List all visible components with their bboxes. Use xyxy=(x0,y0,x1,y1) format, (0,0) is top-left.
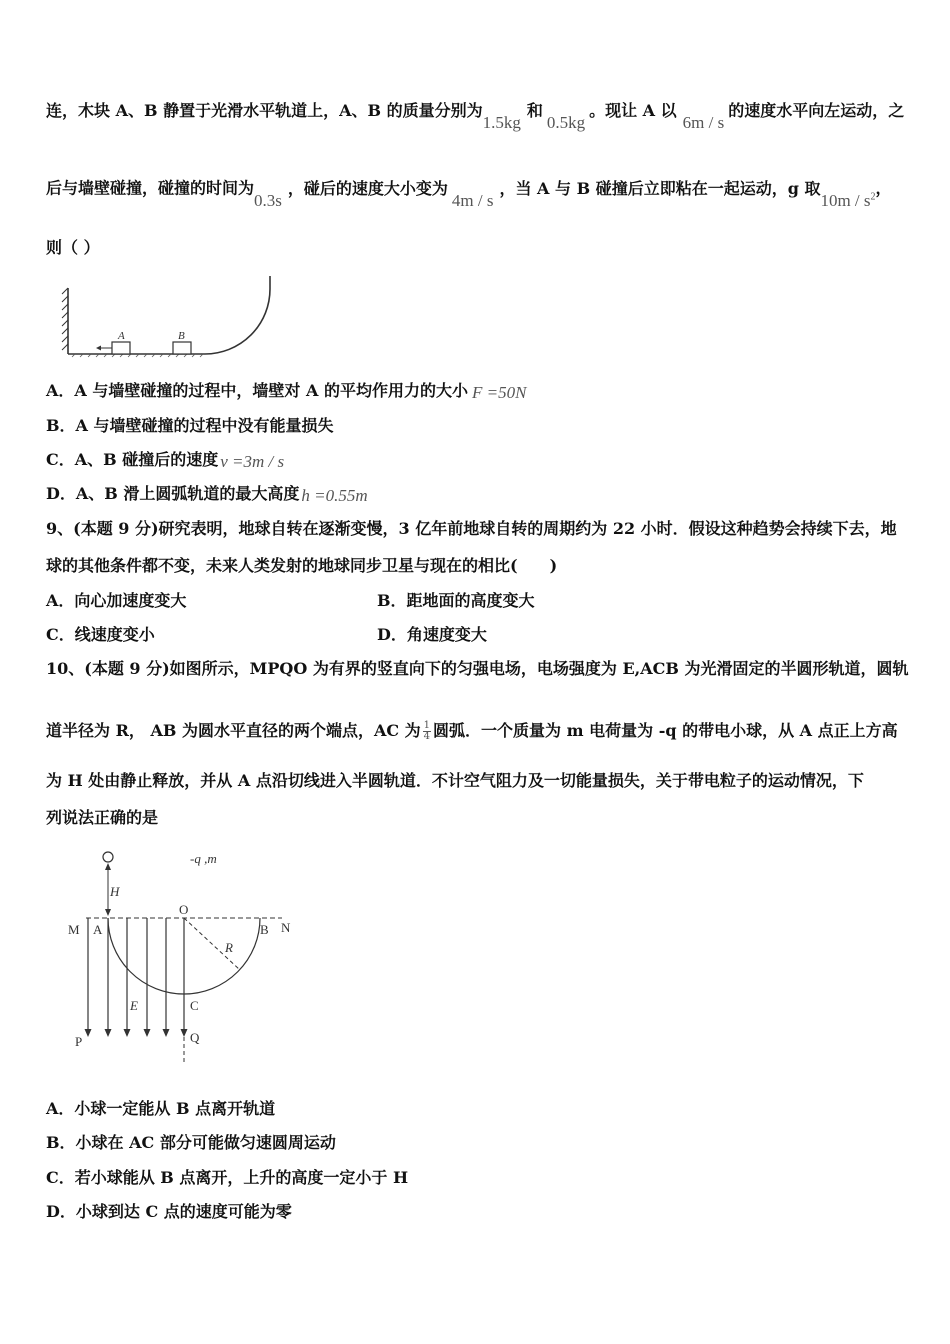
q8-option-b[interactable] xyxy=(46,416,334,436)
charged-ball xyxy=(103,852,113,862)
label-r: R xyxy=(225,940,233,955)
label-q: Q xyxy=(190,1030,200,1045)
q8-text: ，碰后的速度大小变为 xyxy=(287,178,448,198)
q10-option-d[interactable] xyxy=(46,1202,292,1222)
block-a xyxy=(112,342,130,354)
math-gravity xyxy=(820,191,875,210)
math-average-force: F =50N xyxy=(471,383,527,402)
q9-option-a[interactable] xyxy=(46,591,186,611)
label-e: E xyxy=(130,998,138,1013)
option-text: A．向心加速度变大 xyxy=(46,591,187,610)
q9-line-2 xyxy=(46,556,557,576)
option-text: B．距地面的高度变大 xyxy=(377,591,535,610)
q8-line-3 xyxy=(46,238,100,258)
arrow-head-icon xyxy=(96,346,101,351)
q10-line-4 xyxy=(46,808,158,828)
q9-option-c[interactable] xyxy=(46,625,155,645)
label-b: B xyxy=(260,922,269,937)
q10-line-2 xyxy=(46,721,898,742)
q8-option-d[interactable] xyxy=(46,484,368,504)
q8-text: 。现让 A 以 xyxy=(589,101,677,120)
q8-line-1 xyxy=(46,101,905,132)
option-text: C．A、B 碰撞后的速度 xyxy=(46,450,219,469)
q10-text: 圆弧．一个质量为 m 电荷量为 -q 的带电小球，从 A 点正上方高 xyxy=(433,721,898,740)
label-o: O xyxy=(179,902,189,917)
math-collision-time: 0.3s xyxy=(254,190,282,210)
q8-option-a[interactable] xyxy=(46,381,526,401)
q8-text: 的速度水平向左运动，之 xyxy=(728,101,905,120)
label-p: P xyxy=(75,1034,83,1049)
option-text: D．A、B 滑上圆弧轨道的最大高度 xyxy=(46,484,300,503)
option-text: C．若小球能从 B 点离开，上升的高度一定小于 H xyxy=(46,1168,409,1187)
math-rebound-velocity: 4m / s xyxy=(451,190,494,210)
math-mass-b: 0.5kg xyxy=(546,113,586,132)
figure-field-diagram xyxy=(60,845,310,1075)
q8-line-2 xyxy=(46,175,892,210)
block-b xyxy=(173,342,191,354)
q8-text: ， xyxy=(875,178,892,198)
fraction-numerator: 1 xyxy=(423,720,431,731)
height-arrow-up-icon xyxy=(105,863,111,870)
q8-text: 和 xyxy=(526,101,543,120)
math-max-height: h =0.55m xyxy=(301,486,368,505)
field-lines xyxy=(88,918,184,1031)
option-text: D．小球到达 C 点的速度可能为零 xyxy=(46,1202,292,1221)
option-text: D．角速度变大 xyxy=(377,625,487,644)
q8-option-c[interactable] xyxy=(46,450,284,470)
q8-text: 后与墙壁碰撞，碰撞的时间为 xyxy=(46,178,255,198)
q8-text: 则（ ） xyxy=(46,238,100,257)
field-arrow-heads-icon xyxy=(85,1029,188,1037)
q10-option-c[interactable] xyxy=(46,1168,408,1188)
math-initial-velocity: 6m / s xyxy=(682,113,725,132)
q9-option-d[interactable] xyxy=(377,625,487,645)
q10-text: 10、(本题 9 分)如图所示，MPQO 为有界的竖直向下的匀强电场，电场强度为 E,ACB 为光滑固定的半圆形轨道，圆轨 xyxy=(46,659,909,678)
option-text: C．线速度变小 xyxy=(46,625,155,644)
height-arrow-down-icon xyxy=(105,909,111,916)
label-h: H xyxy=(110,884,120,899)
q10-text: 列说法正确的是 xyxy=(46,808,159,827)
option-text: A．小球一定能从 B 点离开轨道 xyxy=(46,1099,276,1118)
label-a: A xyxy=(118,330,125,342)
fraction-quarter xyxy=(423,721,431,742)
math-common-velocity: v =3m / s xyxy=(220,452,285,471)
q10-option-a[interactable] xyxy=(46,1099,275,1119)
label-n: N xyxy=(281,920,291,935)
q9-line-1 xyxy=(46,519,897,539)
q10-line-3 xyxy=(46,771,864,791)
option-text: B．小球在 AC 部分可能做匀速圆周运动 xyxy=(46,1133,336,1152)
label-a: A xyxy=(93,922,103,937)
circular-arc-track xyxy=(205,276,270,354)
q10-text: 为 H 处由静止释放，并从 A 点沿切线进入半圆轨道．不计空气阻力及一切能量损失，关于带电粒子的运动情况，下 xyxy=(46,771,864,790)
label-m: M xyxy=(68,922,80,937)
option-text: A．A 与墙壁碰撞的过程中，墙壁对 A 的平均作用力的大小 xyxy=(46,381,468,400)
q8-text: 连，木块 A、B 静置于光滑水平轨道上，A、B 的质量分别为 xyxy=(46,101,483,120)
figure-track-diagram xyxy=(60,272,280,362)
q9-text: 球的其他条件都不变，未来人类发射的地球同步卫星与现在的相比( ) xyxy=(46,556,558,575)
option-text: B．A 与墙壁碰撞的过程中没有能量损失 xyxy=(46,416,334,435)
wall-hatch xyxy=(62,288,68,350)
q9-option-b[interactable] xyxy=(377,591,535,611)
q9-text: 9、(本题 9 分)研究表明，地球自转在逐渐变慢，3 亿年前地球自转的周期约为 22 小时．假设这种趋势会持续下去，地 xyxy=(46,519,897,538)
label-charge-mass: -q ,m xyxy=(190,851,217,866)
math-gravity-exponent: 2 xyxy=(870,191,876,202)
q8-text: ，当 A 与 B 碰撞后立即粘在一起运动，g 取 xyxy=(499,178,821,198)
q10-option-b[interactable] xyxy=(46,1133,336,1153)
label-c: C xyxy=(190,998,199,1013)
q10-text: 道半径为 R， AB 为圆水平直径的两个端点，AC 为 xyxy=(46,721,421,740)
math-mass-a: 1.5kg xyxy=(482,113,521,132)
math-gravity-value: 10m / s xyxy=(820,190,871,210)
fraction-denominator: 4 xyxy=(423,731,431,742)
q10-line-1 xyxy=(46,659,908,679)
label-b: B xyxy=(178,330,185,342)
